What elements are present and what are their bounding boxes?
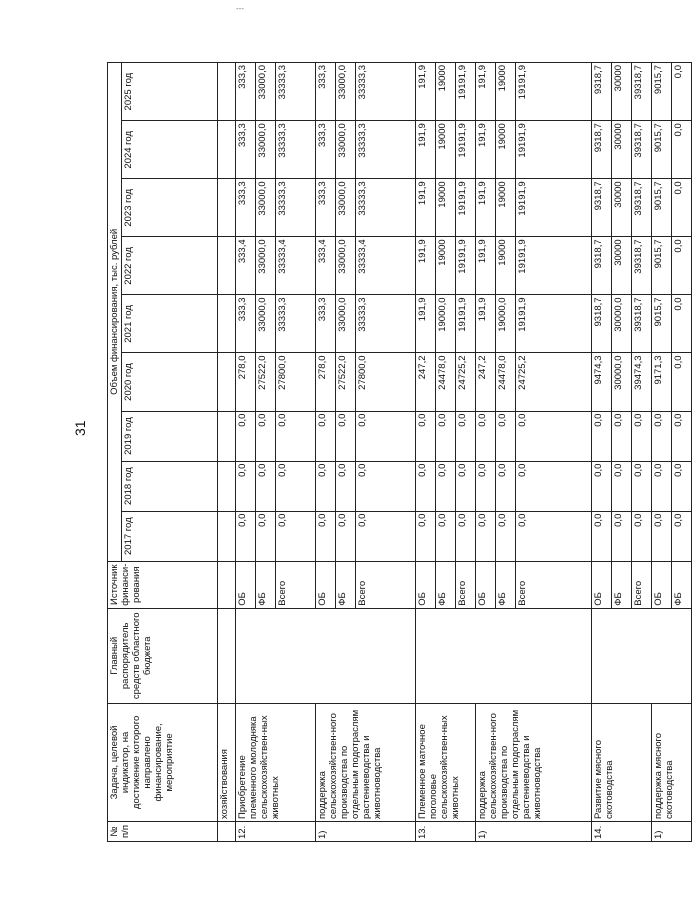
value-cell: 191,9 [416, 295, 436, 353]
value-cell: 9318,7 [592, 63, 612, 121]
value-cell: 0,0 [316, 461, 336, 511]
value-cell: 9318,7 [592, 179, 612, 237]
source-cell: Всего [456, 561, 476, 608]
value-cell: 0,0 [672, 461, 692, 511]
value-cell: 0,0 [316, 411, 336, 461]
value-cell: 30000,0 [612, 353, 632, 411]
row-number-cell: 1) [316, 821, 416, 841]
value-cell: 0,0 [236, 511, 256, 561]
financing-table [107, 62, 692, 842]
value-cell: 33000,0 [256, 179, 276, 237]
value-cell: 9015,7 [652, 179, 672, 237]
source-cell: Всего [516, 561, 592, 608]
row-number-cell: 1) [652, 821, 692, 841]
value-cell: 27800,0 [276, 353, 316, 411]
value-cell [218, 295, 236, 353]
value-cell: 0,0 [592, 511, 612, 561]
value-cell: 0,0 [456, 461, 476, 511]
value-cell: 333,3 [236, 63, 256, 121]
value-cell: 19000 [436, 63, 456, 121]
col-distributor-header: Главный распорядитель средств областного бюджета [108, 608, 218, 703]
source-cell: ОБ [316, 561, 336, 608]
value-cell: 30000 [612, 63, 632, 121]
value-cell: 333,3 [236, 121, 256, 179]
value-cell: 33000,0 [336, 63, 356, 121]
value-cell: 9318,7 [592, 295, 612, 353]
table-row [652, 63, 672, 842]
value-cell: 33333,3 [276, 63, 316, 121]
task-cell: Развитие мясного скотоводства [592, 703, 652, 821]
value-cell: 191,9 [416, 63, 436, 121]
year-header: 2025 год [122, 63, 218, 121]
table-head [108, 63, 218, 842]
distributor-cell [592, 608, 692, 703]
source-cell: ФБ [496, 561, 516, 608]
source-cell: ОБ [416, 561, 436, 608]
value-cell: 33333,3 [356, 121, 416, 179]
value-cell [218, 411, 236, 461]
value-cell: 33333,3 [276, 121, 316, 179]
value-cell: 0,0 [336, 411, 356, 461]
value-cell: 19191,9 [516, 237, 592, 295]
value-cell: 0,0 [256, 511, 276, 561]
value-cell: 0,0 [476, 461, 496, 511]
rotated-table-container [107, 62, 684, 842]
value-cell: 9171,3 [652, 353, 672, 411]
value-cell: 33000,0 [336, 237, 356, 295]
value-cell: 278,0 [236, 353, 256, 411]
value-cell: 19191,9 [516, 295, 592, 353]
value-cell: 9015,7 [652, 237, 672, 295]
value-cell: 33000,0 [336, 179, 356, 237]
value-cell: 33333,3 [276, 295, 316, 353]
task-cell: поддержка сельскохозяйствен-ного производства по отдельным подотраслям растениеводства и животноводства [316, 703, 416, 821]
value-cell: 0,0 [236, 461, 256, 511]
value-cell: 0,0 [356, 411, 416, 461]
value-cell: 9474,3 [592, 353, 612, 411]
value-cell: 191,9 [416, 237, 436, 295]
value-cell: 0,0 [276, 411, 316, 461]
value-cell: 19000 [496, 237, 516, 295]
value-cell: 0,0 [276, 511, 316, 561]
value-cell: 19191,9 [456, 63, 476, 121]
value-cell: 333,4 [316, 237, 336, 295]
table-row [218, 63, 236, 842]
value-cell [218, 511, 236, 561]
source-cell: ФБ [256, 561, 276, 608]
value-cell: 333,3 [316, 63, 336, 121]
value-cell: 33000,0 [256, 237, 276, 295]
value-cell: 333,3 [316, 295, 336, 353]
value-cell: 33000,0 [256, 63, 276, 121]
distributor-cell [236, 608, 416, 703]
source-cell: ОБ [592, 561, 612, 608]
value-cell: 33333,4 [356, 237, 416, 295]
value-cell: 19000 [496, 179, 516, 237]
value-cell: 0,0 [516, 411, 592, 461]
value-cell: 0,0 [612, 461, 632, 511]
value-cell: 19191,9 [456, 237, 476, 295]
table-row [236, 63, 256, 842]
value-cell: 19000 [496, 63, 516, 121]
value-cell [218, 353, 236, 411]
value-cell: 30000 [612, 179, 632, 237]
source-cell: ОБ [236, 561, 256, 608]
page-number: 31 [72, 420, 88, 436]
value-cell: 0,0 [456, 511, 476, 561]
value-cell: 0,0 [612, 511, 632, 561]
distributor-cell [416, 608, 592, 703]
value-cell: 0,0 [672, 295, 692, 353]
value-cell: 27522,0 [256, 353, 276, 411]
value-cell: 191,9 [476, 63, 496, 121]
value-cell: 0,0 [356, 511, 416, 561]
value-cell: 0,0 [336, 461, 356, 511]
source-cell: ФБ [672, 561, 692, 608]
value-cell: 333,3 [236, 295, 256, 353]
value-cell: 39474,3 [632, 353, 652, 411]
value-cell: 0,0 [672, 121, 692, 179]
source-cell: Всего [632, 561, 652, 608]
value-cell: 0,0 [256, 461, 276, 511]
row-number-cell: 1) [476, 821, 592, 841]
value-cell: 0,0 [236, 411, 256, 461]
task-cell: Приобретение племенного молодняка сельскохозяйствен-ных животных [236, 703, 316, 821]
source-cell: ФБ [336, 561, 356, 608]
value-cell: 33333,3 [276, 179, 316, 237]
value-cell: 0,0 [632, 461, 652, 511]
col-volume-header: Объем финансирования, тыс. рублей [108, 63, 122, 562]
col-num-header: № п/п [108, 821, 218, 841]
value-cell [218, 179, 236, 237]
value-cell: 19000,0 [496, 295, 516, 353]
value-cell: 0,0 [632, 411, 652, 461]
value-cell: 0,0 [672, 511, 692, 561]
year-header: 2019 год [122, 411, 218, 461]
task-cell: поддержка сельскохозяйствен-ного производства по отдельным подотраслям растениеводства и животноводства [476, 703, 592, 821]
value-cell: 19000 [436, 179, 456, 237]
value-cell: 0,0 [496, 461, 516, 511]
distributor-cell [218, 608, 236, 703]
value-cell: 33000,0 [336, 295, 356, 353]
value-cell: 0,0 [436, 461, 456, 511]
row-number-cell: 13. [416, 821, 476, 841]
table-body [218, 63, 692, 842]
value-cell: 333,4 [236, 237, 256, 295]
source-cell: ФБ [612, 561, 632, 608]
value-cell [218, 121, 236, 179]
value-cell: 191,9 [416, 121, 436, 179]
year-header: 2020 год [122, 353, 218, 411]
scan-mark: --- [236, 4, 244, 13]
value-cell: 247,2 [416, 353, 436, 411]
value-cell: 19191,9 [516, 179, 592, 237]
value-cell: 0,0 [476, 411, 496, 461]
value-cell: 24725,2 [516, 353, 592, 411]
value-cell: 24725,2 [456, 353, 476, 411]
value-cell: 19191,9 [456, 179, 476, 237]
value-cell: 0,0 [256, 411, 276, 461]
year-header: 2023 год [122, 179, 218, 237]
value-cell: 0,0 [416, 461, 436, 511]
value-cell: 9318,7 [592, 237, 612, 295]
value-cell: 0,0 [516, 511, 592, 561]
source-cell: Всего [356, 561, 416, 608]
value-cell [218, 237, 236, 295]
task-cell: хозяйствования [218, 703, 236, 821]
value-cell: 191,9 [476, 179, 496, 237]
value-cell: 9318,7 [592, 121, 612, 179]
value-cell: 19000 [436, 237, 456, 295]
value-cell: 33000,0 [336, 121, 356, 179]
value-cell: 0,0 [672, 237, 692, 295]
value-cell [218, 63, 236, 121]
value-cell: 30000 [612, 237, 632, 295]
value-cell: 19191,9 [456, 295, 476, 353]
value-cell: 0,0 [336, 511, 356, 561]
year-header: 2022 год [122, 237, 218, 295]
value-cell: 0,0 [672, 63, 692, 121]
year-header: 2017 год [122, 511, 218, 561]
value-cell: 24478,0 [436, 353, 456, 411]
value-cell: 33333,3 [356, 295, 416, 353]
value-cell: 333,3 [236, 179, 256, 237]
value-cell: 191,9 [476, 237, 496, 295]
table-row [416, 63, 436, 842]
value-cell: 278,0 [316, 353, 336, 411]
value-cell: 19000,0 [436, 295, 456, 353]
source-cell: ОБ [652, 561, 672, 608]
source-cell: Всего [276, 561, 316, 608]
value-cell: 0,0 [276, 461, 316, 511]
value-cell: 0,0 [416, 511, 436, 561]
value-cell: 27800,0 [356, 353, 416, 411]
value-cell: 0,0 [316, 511, 336, 561]
value-cell: 0,0 [496, 511, 516, 561]
value-cell: 333,3 [316, 121, 336, 179]
year-header: 2021 год [122, 295, 218, 353]
value-cell: 9015,7 [652, 121, 672, 179]
value-cell: 247,2 [476, 353, 496, 411]
value-cell: 33333,3 [356, 179, 416, 237]
value-cell: 24478,0 [496, 353, 516, 411]
value-cell: 0,0 [652, 461, 672, 511]
table-row [592, 63, 612, 842]
value-cell: 0,0 [516, 461, 592, 511]
value-cell: 0,0 [416, 411, 436, 461]
value-cell: 9015,7 [652, 63, 672, 121]
value-cell: 191,9 [476, 295, 496, 353]
value-cell: 0,0 [632, 511, 652, 561]
value-cell: 19191,9 [456, 121, 476, 179]
value-cell: 0,0 [592, 411, 612, 461]
year-header: 2018 год [122, 461, 218, 511]
value-cell: 0,0 [356, 461, 416, 511]
value-cell: 0,0 [672, 411, 692, 461]
value-cell: 0,0 [496, 411, 516, 461]
value-cell: 19191,9 [516, 121, 592, 179]
value-cell: 30000 [612, 121, 632, 179]
year-header: 2024 год [122, 121, 218, 179]
row-number-cell: 14. [592, 821, 652, 841]
value-cell: 27522,0 [336, 353, 356, 411]
table-row [476, 63, 496, 842]
value-cell: 0,0 [476, 511, 496, 561]
col-source-header: Источник финанси-рования [108, 561, 218, 608]
value-cell: 0,0 [456, 411, 476, 461]
value-cell: 33000,0 [256, 295, 276, 353]
value-cell: 19000 [436, 121, 456, 179]
value-cell: 0,0 [652, 511, 672, 561]
value-cell: 39318,7 [632, 237, 652, 295]
value-cell: 39318,7 [632, 121, 652, 179]
value-cell: 33000,0 [256, 121, 276, 179]
value-cell: 33333,3 [356, 63, 416, 121]
value-cell: 19000 [496, 121, 516, 179]
value-cell: 0,0 [672, 353, 692, 411]
value-cell: 39318,7 [632, 179, 652, 237]
value-cell: 0,0 [672, 179, 692, 237]
value-cell: 30000,0 [612, 295, 632, 353]
source-cell: ФБ [436, 561, 456, 608]
value-cell: 333,3 [316, 179, 336, 237]
value-cell: 0,0 [652, 411, 672, 461]
value-cell: 9015,7 [652, 295, 672, 353]
value-cell: 0,0 [436, 411, 456, 461]
source-cell: ОБ [476, 561, 496, 608]
value-cell: 33333,4 [276, 237, 316, 295]
row-number-cell [218, 821, 236, 841]
value-cell: 191,9 [476, 121, 496, 179]
source-cell [218, 561, 236, 608]
value-cell: 0,0 [612, 411, 632, 461]
value-cell: 39318,7 [632, 295, 652, 353]
value-cell: 19191,9 [516, 63, 592, 121]
value-cell [218, 461, 236, 511]
value-cell: 0,0 [592, 461, 612, 511]
value-cell: 0,0 [436, 511, 456, 561]
row-number-cell: 12. [236, 821, 316, 841]
task-cell: Племенное маточное поголовье сельскохозяйствен-ных животных [416, 703, 476, 821]
value-cell: 39318,7 [632, 63, 652, 121]
task-cell: поддержка мясного скотоводства [652, 703, 692, 821]
table-row [316, 63, 336, 842]
value-cell: 191,9 [416, 179, 436, 237]
col-task-header: Задача, целевой индикатор, на достижение которого направлено финансирование, мероприятие [108, 703, 218, 821]
